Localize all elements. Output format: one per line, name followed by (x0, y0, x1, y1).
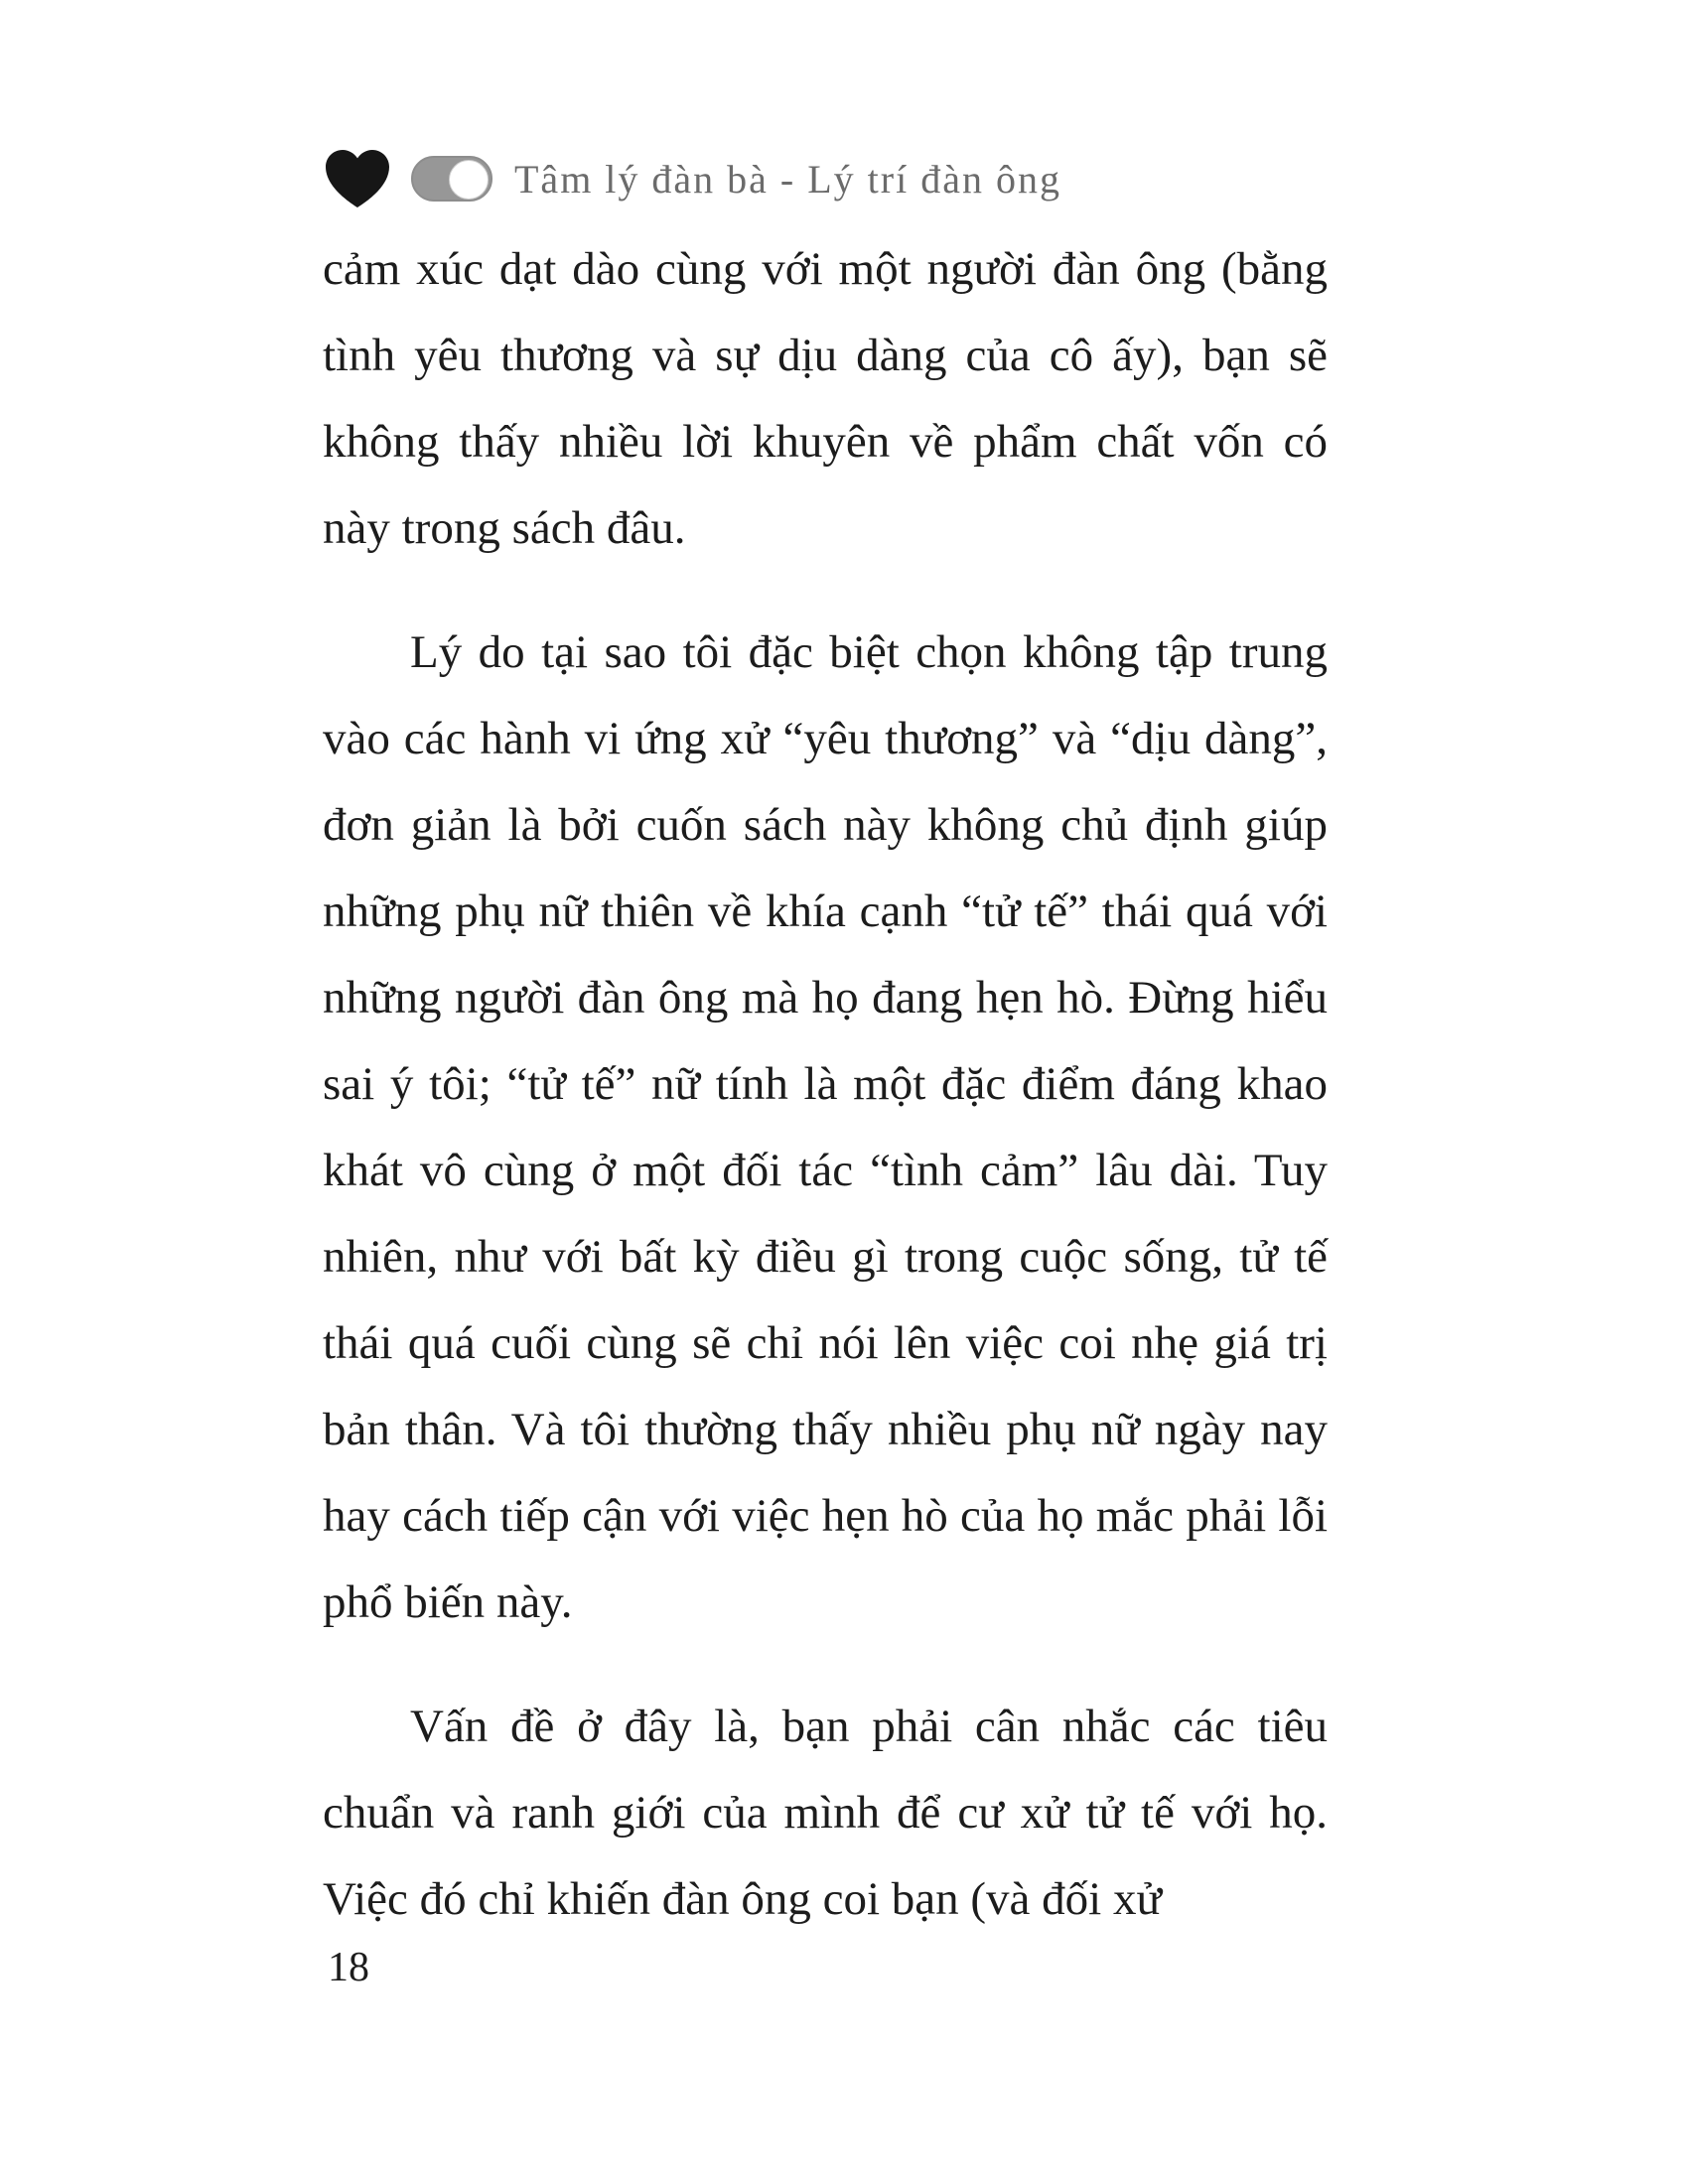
header-title: Tâm lý đàn bà - Lý trí đàn ông (514, 156, 1061, 202)
page-body (323, 226, 1328, 1980)
paragraph: Vấn đề ở đây là, bạn phải cân nhắc các tiêu chuẩn và ranh giới của mình để cư xử tử tế với họ. Việc đó chỉ khiến đàn ông coi bạn (và đối xử (323, 1701, 1328, 1925)
page-header (326, 147, 1061, 210)
toggle-knob (449, 160, 489, 200)
heart-icon (326, 150, 389, 207)
paragraph-continuation: cảm xúc dạt dào cùng với một người đàn ông (bằng tình yêu thương và sự dịu dàng của cô ấy), bạn sẽ không thấy nhiều lời khuyên về phẩm chất vốn có này trong sách đâu. (323, 243, 1328, 554)
paragraph: Lý do tại sao tôi đặc biệt chọn không tập trung vào các hành vi ứng xử “yêu thương” và “dịu dàng”, đơn giản là bởi cuốn sách này không chủ định giúp những phụ nữ thiên về khía cạnh “tử tế” thái quá với những người đàn ông mà họ đang hẹn hò. Đừng hiểu sai ý tôi; “tử tế” nữ tính là một đặc điểm đáng khao khát vô cùng ở một đối tác “tình cảm” lâu dài. Tuy nhiên, như với bất kỳ điều gì trong cuộc sống, tử tế thái quá cuối cùng sẽ chỉ nói lên việc coi nhẹ giá trị bản thân. Và tôi thường thấy nhiều phụ nữ ngày nay hay cách tiếp cận với việc hẹn hò của họ mắc phải lỗi phổ biến này. (323, 626, 1328, 1628)
page-number: 18 (328, 1945, 369, 1990)
toggle-icon (411, 156, 492, 202)
